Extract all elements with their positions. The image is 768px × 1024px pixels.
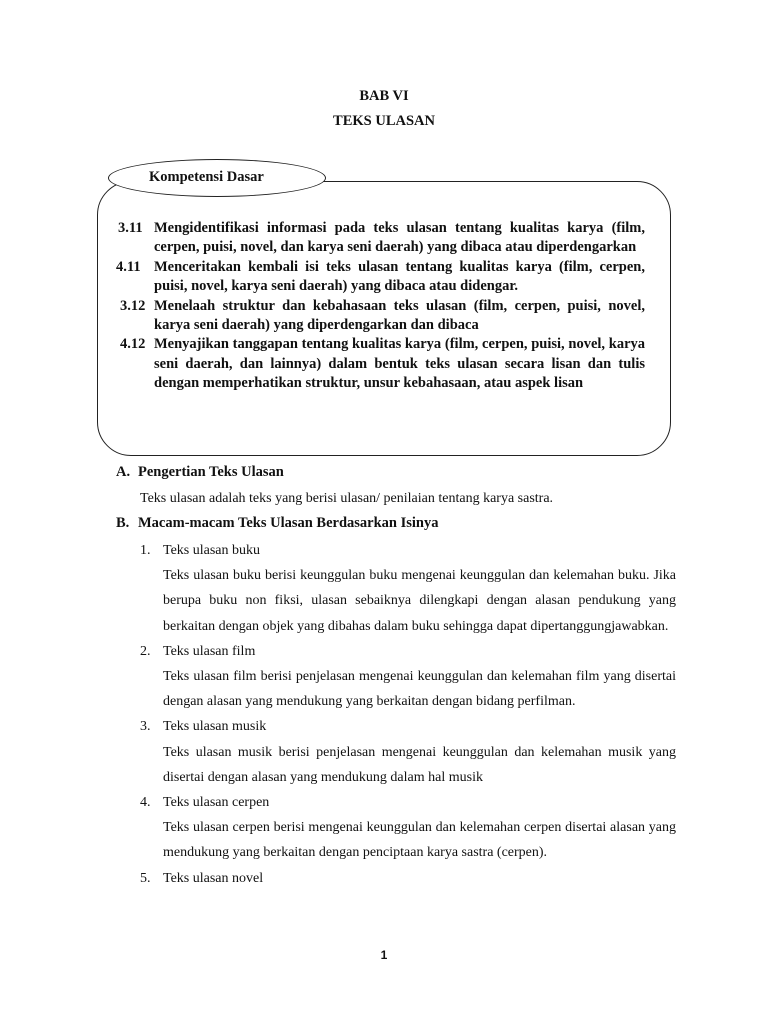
page-number: 1 <box>380 948 388 962</box>
list-item-title: Teks ulasan musik <box>163 719 267 735</box>
kd-item-number: 4.12 <box>120 336 146 353</box>
ulasan-types-list <box>140 538 676 891</box>
section-letter: B. <box>116 515 130 531</box>
section-a-text: Teks ulasan adalah teks yang berisi ulasan/ penilaian tentang karya sastra. <box>140 491 554 506</box>
list-item-text: Teks ulasan film berisi penjelasan mengenai keunggulan dan kelemahan film yang disertai dengan alasan yang mendukung yang berkaitan dengan bidang perfilman. <box>163 669 676 710</box>
list-item-number: 4. <box>140 795 151 811</box>
chapter-title: TEKS ULASAN <box>333 113 435 129</box>
list-item-text: Teks ulasan musik berisi penjelasan mengenai keunggulan dan kelemahan musik yang disertai dengan alasan yang mendukung dalam hal musik <box>163 744 676 785</box>
list-item-text: Teks ulasan buku berisi keunggulan buku mengenai keunggulan dan kelemahan buku. Jika berupa buku non fiksi, ulasan sebaiknya dilengkapi dengan alasan pendukung yang berkaitan dengan objek yang dibahas dalam buku sehingga dapat dipertanggungjawabkan. <box>163 568 676 634</box>
section-a-heading <box>116 464 284 481</box>
kd-item-text: Menelaah struktur dan kebahasaan teks ulasan (film, cerpen, puisi, novel, karya seni daerah) yang diperdengarkan dan dibaca <box>154 297 645 334</box>
kompetensi-dasar-tag <box>108 159 326 197</box>
list-item-number: 1. <box>140 543 151 558</box>
section-letter: A. <box>116 464 131 480</box>
section-title: Pengertian Teks Ulasan <box>138 464 284 480</box>
kd-item-number: 3.12 <box>120 297 146 314</box>
list-item <box>140 538 676 639</box>
list-item-number: 3. <box>140 719 151 735</box>
section-b-heading <box>116 515 439 532</box>
kd-item-number: 4.11 <box>116 258 141 275</box>
list-item <box>140 790 676 866</box>
list-item-title: Teks ulasan cerpen <box>163 795 270 811</box>
list-item <box>140 714 676 790</box>
kd-item <box>116 335 645 393</box>
list-item-title: Teks ulasan film <box>163 643 256 659</box>
kompetensi-dasar-label: Kompetensi Dasar <box>149 169 264 185</box>
kd-item-number: 3.11 <box>118 220 143 236</box>
list-item-title: Teks ulasan novel <box>163 870 264 886</box>
kd-item <box>116 219 645 258</box>
kd-item-text: Mengidentifikasi informasi pada teks ulasan tentang kualitas karya (film, cerpen, puisi, novel, dan karya seni daerah) yang dibaca atau diperdengarkan <box>154 220 645 256</box>
list-item <box>140 866 676 891</box>
list-item <box>140 639 676 715</box>
chapter-number: BAB VI <box>359 88 409 104</box>
kd-item <box>116 258 645 297</box>
kompetensi-dasar-list <box>116 219 645 394</box>
kd-item <box>116 297 645 336</box>
kd-item-text: Menyajikan tanggapan tentang kualitas karya (film, cerpen, puisi, novel, karya seni daerah, dan lainnya) dalam bentuk teks ulasan secara lisan dan tulis dengan memperhatikan struktur, unsur kebahasaan, atau aspek lisan <box>154 336 645 392</box>
kd-item-text: Menceritakan kembali isi teks ulasan tentang kualitas karya (film, cerpen, puisi, novel, karya seni daerah) yang dibaca atau didengar. <box>154 258 645 295</box>
list-item-title: Teks ulasan buku <box>163 543 261 558</box>
list-item-number: 2. <box>140 643 151 659</box>
list-item-number: 5. <box>140 870 151 886</box>
list-item-text: Teks ulasan cerpen berisi mengenai keunggulan dan kelemahan cerpen disertai alasan yang mendukung yang berkaitan dengan penciptaan karya sastra (cerpen). <box>163 820 676 861</box>
section-title: Macam-macam Teks Ulasan Berdasarkan Isinya <box>138 515 439 531</box>
